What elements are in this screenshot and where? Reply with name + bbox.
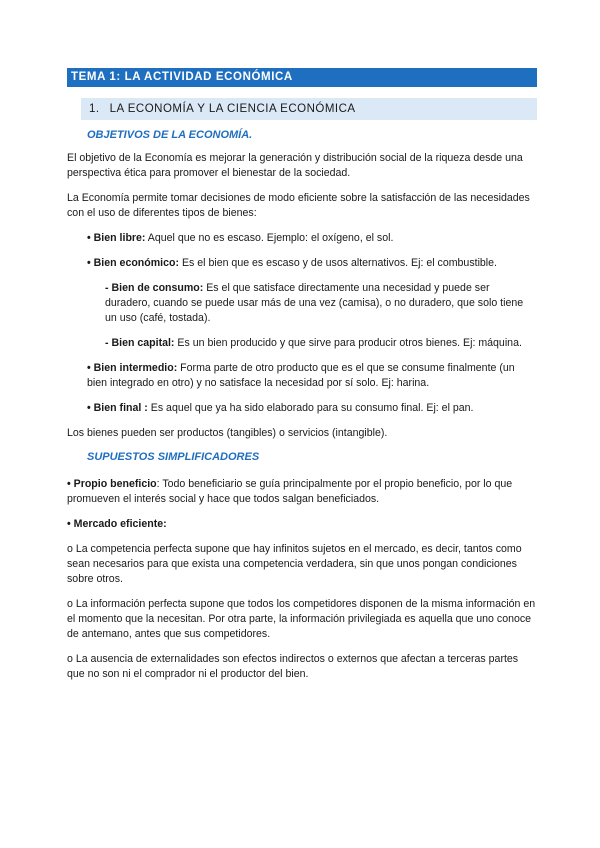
objetivos-heading: OBJETIVOS DE LA ECONOMÍA. xyxy=(87,129,253,141)
bien-capital-text: Es un bien producido y que sirve para producir otros bienes. Ej: máquina. xyxy=(174,337,522,349)
propio-beneficio-text: : Todo beneficiario se guía principalmente por el propio beneficio, por lo que promueven el interés social y hace que todos salgan beneficiados. xyxy=(67,478,513,505)
tema-title: TEMA 1: LA ACTIVIDAD ECONÓMICA xyxy=(67,68,537,87)
bien-final-item xyxy=(87,401,537,416)
bien-final-label: • Bien final : xyxy=(87,402,148,414)
propio-beneficio-item xyxy=(67,477,537,507)
mercado-eficiente-item xyxy=(67,517,537,532)
bien-economico-text: Es el bien que es escaso y de usos alternativos. Ej: el combustible. xyxy=(179,257,497,269)
bien-consumo-text: Es el que satisface directamente una necesidad y puede ser duradero, cuando se puede usar más de una vez (camisa), o no duradero, que solo tiene un uso (café, tostada). xyxy=(105,282,524,324)
externalidades-paragraph: o La ausencia de externalidades son efectos indirectos o externos que afectan a terceras partes que no son ni el comprador ni el productor del bien. xyxy=(67,653,519,680)
bien-economico-label: • Bien económico: xyxy=(87,257,180,269)
bien-economico-item xyxy=(87,256,537,271)
objetivos-paragraph-1: El objetivo de la Economía es mejorar la generación y distribución social de la riqueza desde una perspectiva ética para promover el bienestar de la sociedad. xyxy=(67,152,523,179)
bien-consumo-label: - Bien de consumo: xyxy=(105,282,204,294)
bien-consumo-item xyxy=(105,281,537,326)
supuestos-heading: SUPUESTOS SIMPLIFICADORES xyxy=(87,451,260,463)
section-number: 1. xyxy=(89,103,100,115)
objetivos-paragraph-2: La Economía permite tomar decisiones de modo eficiente sobre la satisfacción de las necesidades con el uso de diferentes tipos de bienes: xyxy=(67,192,530,219)
objetivos-paragraph-3: Los bienes pueden ser productos (tangibles) o servicios (intangible). xyxy=(67,427,388,439)
informacion-perfecta-paragraph: o La información perfecta supone que todos los competidores disponen de la misma información en el momento que la necesitan. Por otra parte, la información privilegiada es aquella que uno conoce de antemano, antes que sus competidores. xyxy=(67,598,536,640)
section-title: LA ECONOMÍA Y LA CIENCIA ECONÓMICA xyxy=(109,103,356,115)
bien-final-text: Es aquel que ya ha sido elaborado para su consumo final. Ej: el pan. xyxy=(147,402,474,414)
bien-capital-item xyxy=(105,336,537,351)
bien-libre-text: Aquel que no es escaso. Ejemplo: el oxígeno, el sol. xyxy=(145,232,394,244)
section-heading xyxy=(81,98,537,120)
competencia-perfecta-paragraph: o La competencia perfecta supone que hay infinitos sujetos en el mercado, es decir, tantos como sean necesarios para que exista una competencia verdadera, sin que unos pongan condiciones sobre otros. xyxy=(67,543,522,585)
bien-intermedio-text: Forma parte de otro producto que es el que se consume finalmente (un bien integrado en otro) y no satisface la necesidad por sí solo. Ej: harina. xyxy=(87,362,515,389)
bien-intermedio-label: • Bien intermedio: xyxy=(87,362,178,374)
document-page xyxy=(67,68,537,682)
bien-intermedio-item xyxy=(87,361,537,391)
bien-libre-item xyxy=(87,231,537,246)
propio-beneficio-label: • Propio beneficio xyxy=(67,478,157,490)
mercado-eficiente-label: • Mercado eficiente: xyxy=(67,518,167,530)
bien-libre-label: • Bien libre: xyxy=(87,232,146,244)
bien-capital-label: - Bien capital: xyxy=(105,337,175,349)
